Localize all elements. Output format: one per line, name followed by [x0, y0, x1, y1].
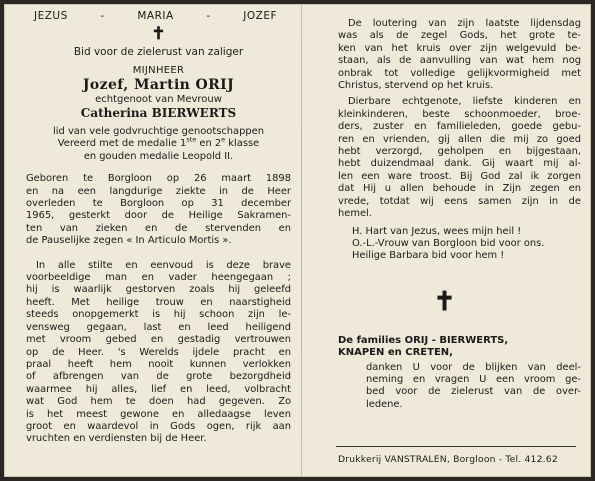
header-name: JOZEF: [243, 10, 277, 22]
deceased-name: Jozef, Martin ORIJ: [82, 77, 235, 93]
bio-line: overleden te Borgloon op 31 december: [26, 198, 291, 210]
cross-icon: ✝: [433, 286, 456, 317]
prayers-block: [338, 226, 581, 263]
farewell-line: ders, zuster en familieleden, goede gebu-: [338, 121, 581, 133]
honors-block: [26, 126, 291, 163]
tribute-line: steeds onopgemerkt is hij schoon zijn le-: [26, 309, 291, 321]
farewell-line: hebt verzorgd, geholpen en bijgestaan,: [338, 146, 581, 158]
right-page: [302, 4, 591, 477]
tribute-line: groot en waardevol in Gods ogen, rijk aan: [26, 420, 291, 432]
honors-line: lid van vele godvruchtige genootschappen: [53, 126, 264, 137]
bio-line: en na een langdurige ziekte in de Heer: [26, 185, 291, 197]
prayer-request: Bid voor de zielerust van zaliger: [73, 46, 244, 58]
suffering-line: ken van het kruis over zijn welgevuld be-: [338, 42, 581, 54]
left-page: [4, 4, 301, 477]
suffering-block: [338, 18, 581, 92]
header-dash: -: [100, 10, 105, 22]
thanks-line: danken U voor de blijken van deel-: [366, 361, 581, 373]
tribute-line: is het meest gewone en alledaagse leven: [26, 408, 291, 420]
bio-line: ten van zieken en de stervenden en: [26, 222, 291, 234]
tribute-block: [26, 260, 291, 446]
suffering-line: De loutering van zijn laatste lijdensdag: [348, 18, 581, 29]
thanks-block: [338, 362, 581, 412]
printer-credit: Drukkerij VANSTRALEN, Borgloon - Tel. 412.62: [338, 454, 558, 465]
header-name: MARIA: [137, 10, 174, 22]
farewell-line: vrede, totdat wij eens samen zijn in de: [338, 195, 581, 207]
tribute-line: met vroom gebed en gestadig vertrouwen: [26, 334, 291, 346]
printer-divider: [336, 446, 576, 447]
families-heading: [338, 335, 581, 360]
tribute-line: waarmee hij alles, lief en leed, volbracht: [26, 383, 291, 395]
bio-line: de Pauselijke zegen « In Articulo Mortis ».: [26, 235, 232, 247]
tribute-line: hij is waarlijk gestorven zoals hij geleefd: [26, 284, 291, 296]
thanks-line: bed voor de zielerust van de over-: [366, 386, 581, 398]
suffering-line: staan, als de aanvulling van wat hem nog: [338, 55, 581, 67]
farewell-line: dat Hij u allen behoude in Zijn zegen en: [338, 183, 581, 195]
prayer-line: Heilige Barbara bid voor hem !: [352, 250, 505, 262]
prayer-line: H. Hart van Jezus, wees mijn heil !: [352, 225, 522, 237]
suffering-line: onbrak tot volledige gelijkvormigheid met: [338, 67, 581, 79]
biography-block: [26, 173, 291, 247]
honors-line: en gouden medalie Leopold II.: [83, 150, 234, 162]
spouse-name: Catherina BIERWERTS: [80, 106, 237, 120]
suffering-line: was als de zegel Gods, het grote te-: [338, 30, 581, 42]
prayer-line: O.-L.-Vrouw van Borgloon bid voor ons.: [352, 237, 545, 249]
farewell-line: kleinkinderen, beste schoonmoeder, broe-: [338, 108, 581, 120]
suffering-line: Christus, stervend op het kruis.: [338, 80, 494, 92]
thanks-line: neming en vragen U een vroom ge-: [366, 373, 581, 385]
tribute-line: of afbrengen van de grote bezorgdheid: [26, 371, 291, 383]
bio-line: Geboren te Borgloon op 26 maart 1898: [26, 173, 291, 185]
farewell-block: [338, 96, 581, 220]
memorial-card: [4, 4, 591, 477]
families-line: De families ORIJ - BIERWERTS,: [338, 334, 509, 346]
tribute-line: vruchten en verdiensten bij de Heer.: [26, 433, 207, 445]
tribute-line: op de Heer. 's Werelds ijdele pracht en: [26, 346, 291, 358]
spouse-prefix: echtgenoot van Mevrouw: [95, 94, 222, 105]
bio-line: 1965, gesterkt door de Heilige Sakramen-: [26, 210, 291, 222]
tribute-line: heeft. Met heilige trouw en naarstigheid: [26, 296, 291, 308]
thanks-line: ledene.: [366, 398, 403, 410]
families-line: KNAPEN en CRETEN,: [338, 347, 453, 359]
tribute-line: wat God hem te doen had gegeven. Zo: [26, 396, 291, 408]
cross-icon: ✝: [151, 24, 166, 44]
tribute-line: praal heeft hem nooit kunnen verlokken: [26, 358, 291, 370]
honorific-title: MIJNHEER: [132, 65, 185, 76]
farewell-line: hebt duizendmaal dank. Gij waart mij al-: [338, 158, 581, 170]
farewell-line: hemel.: [338, 208, 372, 220]
tribute-line: In alle stilte en eenvoud is deze brave: [36, 259, 291, 271]
holy-family-header: [26, 10, 291, 22]
tribute-line: vensweg gegaan, last en leed heiligend: [26, 321, 291, 333]
header-name: JEZUS: [34, 10, 68, 22]
header-dash: -: [206, 10, 211, 22]
farewell-line: len een ware troost. Bij God zal ik zorgen: [338, 170, 581, 182]
farewell-line: ren en vrienden, gij allen die mij zo goed: [338, 133, 581, 145]
honors-line: Vereerd met de medalie 1ste en 2e klasse: [57, 136, 260, 150]
tribute-line: voorbeeldige man en vader heengegaan ;: [26, 272, 291, 284]
farewell-line: Dierbare echtgenote, liefste kinderen en: [348, 96, 581, 108]
